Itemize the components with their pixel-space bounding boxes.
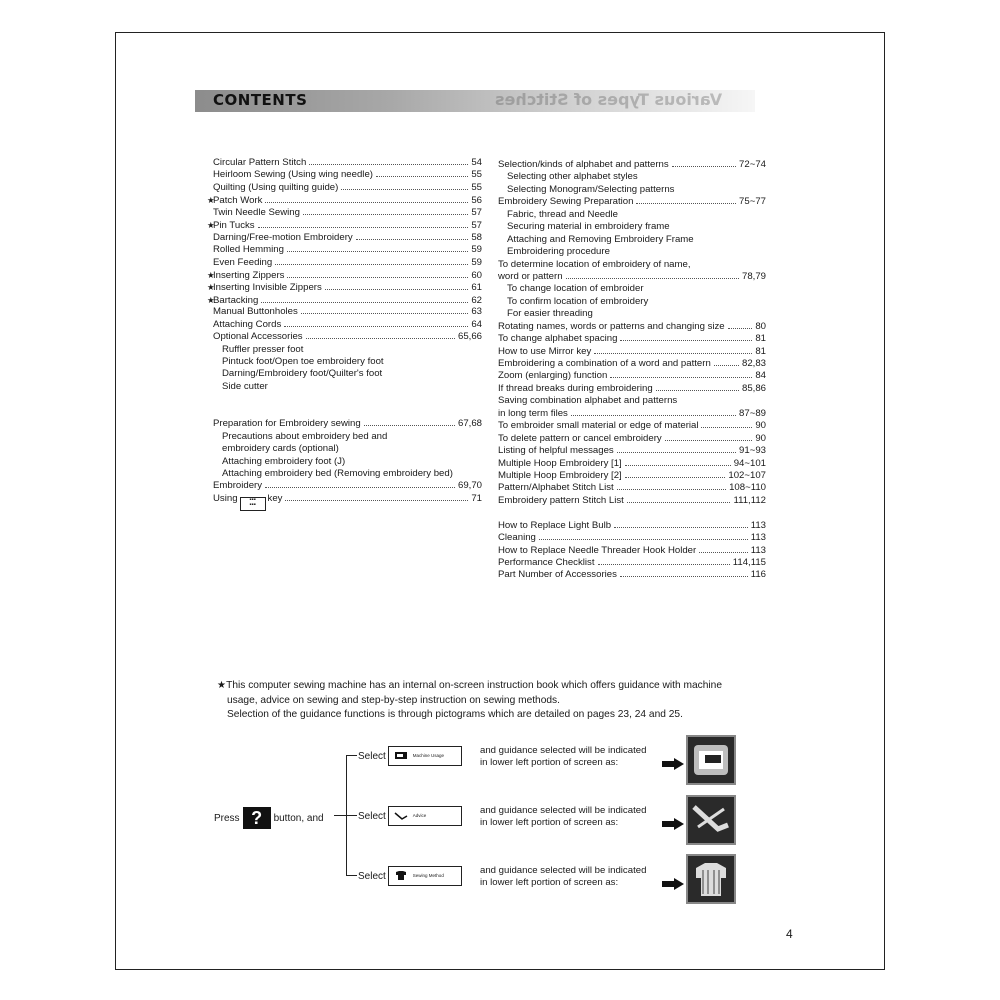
keypad-key-icon: ▪▪▪ ▪▪▪ <box>240 497 266 511</box>
toc-entry <box>498 346 766 358</box>
dot-leader <box>287 277 468 278</box>
toc-entry <box>207 207 482 219</box>
toc-page-number: 58 <box>471 231 482 243</box>
toc-entry-label: Performance Checklist <box>498 557 595 568</box>
star-icon: ★ <box>207 269 215 280</box>
dot-leader <box>625 465 731 466</box>
toc-page-number: 114,115 <box>732 557 766 568</box>
toc-entry-suffix: key <box>267 492 283 504</box>
toc-spacer <box>498 507 766 519</box>
note-line: usage, advice on sewing and step-by-step instruction on sewing methods. <box>227 694 560 706</box>
dot-leader <box>636 203 736 204</box>
star-icon: ★ <box>207 294 215 305</box>
toc-entry <box>207 244 482 256</box>
toc-entry-label: Attaching embroidery bed (Removing embroidery bed) <box>222 467 453 479</box>
toc-page-number: 72~74 <box>739 159 766 170</box>
dot-leader <box>614 527 748 528</box>
toc-entry <box>498 321 766 333</box>
toc-entry <box>498 159 766 171</box>
toc-entry <box>207 492 482 508</box>
toc-page-number: 108~110 <box>729 482 766 494</box>
toc-entry-label: Twin Needle Sewing <box>213 206 300 218</box>
toc-entry <box>498 395 766 407</box>
toc-entry <box>207 294 482 306</box>
dot-leader <box>325 289 469 290</box>
toc-entry-label: To delete pattern or cancel embroidery <box>498 432 662 444</box>
dot-leader <box>627 502 731 503</box>
toc-entry-label: Multiple Hoop Embroidery [2] <box>498 469 622 481</box>
toc-entry-label: Using <box>213 492 238 504</box>
toc-page-number: 61 <box>471 282 482 294</box>
toc-right-column <box>498 159 766 582</box>
toc-page-number: 113 <box>750 532 766 544</box>
toc-entry <box>207 418 482 430</box>
toc-entry-label: Patch Work <box>213 195 263 207</box>
machine-usage-button <box>388 746 462 766</box>
toc-page-number: 62 <box>471 294 482 306</box>
button-and-label: button, and <box>273 812 324 824</box>
sewing-method-pictogram <box>686 854 736 904</box>
toc-entry <box>498 482 766 494</box>
toc-entry <box>207 319 482 331</box>
connector-line <box>346 815 357 816</box>
toc-entry-label: Fabric, thread and Needle <box>507 208 618 220</box>
dot-leader <box>364 425 455 426</box>
toc-entry-label: Inserting Zippers <box>213 269 285 281</box>
toc-entry <box>207 194 482 206</box>
toc-entry <box>207 443 482 455</box>
dot-leader <box>539 539 748 540</box>
toc-page-number: 91~93 <box>739 445 766 457</box>
toc-entry-label: For easier threading <box>507 308 593 320</box>
toc-entry <box>498 383 766 395</box>
toc-entry-label: Bartacking <box>213 294 259 306</box>
toc-page-number: 90 <box>755 432 766 444</box>
description-line: and guidance selected will be indicated <box>480 805 647 816</box>
toc-entry <box>498 358 766 370</box>
toc-entry-label: Embroidery Sewing Preparation <box>498 196 634 208</box>
shirt-icon <box>688 856 734 902</box>
description-line: in lower left portion of screen as: <box>480 816 619 828</box>
star-icon: ★ <box>207 195 215 206</box>
sewing-method-button <box>388 866 462 886</box>
dot-leader <box>728 328 753 329</box>
dot-leader <box>617 452 736 453</box>
toc-entry-label: How to Replace Needle Threader Hook Holder <box>498 544 697 556</box>
toc-entry-label: Selection/kinds of alphabet and patterns <box>498 159 669 170</box>
toc-entry-label: Attaching embroidery foot (J) <box>222 455 346 467</box>
toc-entry <box>498 370 766 382</box>
toc-page-number: 85,86 <box>741 382 766 394</box>
toc-page-number: 55 <box>471 169 482 181</box>
dot-leader <box>284 326 468 327</box>
description-line: and guidance selected will be indicated <box>480 745 647 756</box>
description-line: in lower left portion of screen as: <box>480 876 619 888</box>
toc-entry <box>498 209 766 221</box>
toc-page-number: 57 <box>471 220 482 232</box>
toc-page-number: 55 <box>471 181 482 193</box>
arrow-right-icon <box>662 878 684 890</box>
toc-page-number: 56 <box>471 195 482 207</box>
guidance-note <box>217 679 777 723</box>
toc-entry-label: Zoom (enlarging) function <box>498 370 608 382</box>
toc-page-number: 84 <box>755 370 766 382</box>
toc-entry-label: Darning/Embroidery foot/Quilter's foot <box>222 368 383 380</box>
star-icon: ★ <box>207 282 215 293</box>
toc-page-number: 69,70 <box>457 480 482 492</box>
toc-entry-label: How to use Mirror key <box>498 345 592 357</box>
toc-entry-label: If thread breaks during embroidering <box>498 382 653 394</box>
toc-entry-label: Ruffler presser foot <box>222 343 304 355</box>
toc-entry-label: Precautions about embroidery bed and <box>222 430 388 442</box>
toc-entry-label: Manual Buttonholes <box>213 306 298 318</box>
toc-entry <box>207 182 482 194</box>
star-icon: ★ <box>207 220 215 231</box>
toc-entry-label: To change alphabet spacing <box>498 333 618 345</box>
toc-entry-label: Listing of helpful messages <box>498 445 614 457</box>
button-text: Machine Usage <box>412 753 445 758</box>
toc-entry <box>498 271 766 283</box>
option-description <box>480 745 646 768</box>
select-label: Select <box>358 870 386 882</box>
toc-entry <box>207 431 482 443</box>
toc-entry <box>498 283 766 295</box>
press-instruction <box>214 807 324 829</box>
contents-banner <box>195 90 755 112</box>
toc-page-number: 82,83 <box>741 358 766 369</box>
dot-leader <box>287 251 468 252</box>
bleed-through-text: Various Types of Stitches <box>495 90 723 109</box>
dot-leader <box>265 487 455 488</box>
toc-entry <box>498 495 766 507</box>
select-option-machine-usage <box>358 746 462 766</box>
connector-line <box>346 875 357 876</box>
dot-leader <box>356 239 469 240</box>
toc-entry-label: Rotating names, words or patterns and changing size <box>498 320 725 332</box>
toc-entry-label: Quilting (Using quilting guide) <box>213 181 339 193</box>
toc-spacer <box>207 393 482 405</box>
toc-entry <box>498 171 766 183</box>
toc-page-number: 67,68 <box>457 418 482 430</box>
dot-leader <box>656 390 739 391</box>
dot-leader <box>376 176 468 177</box>
toc-entry <box>207 368 482 380</box>
toc-entry <box>207 480 482 492</box>
option-description <box>480 805 646 828</box>
shirt-icon <box>394 870 408 881</box>
toc-page-number: 113 <box>750 519 766 531</box>
toc-entry-label: Embroidering procedure <box>507 246 610 258</box>
toc-entry-label: Selecting other alphabet styles <box>507 171 638 183</box>
dot-leader <box>620 576 748 577</box>
toc-entry-label: in long term files <box>498 407 568 419</box>
toc-entry-label: Embroidering a combination of a word and pattern <box>498 358 711 369</box>
toc-entry <box>498 333 766 345</box>
dot-leader <box>265 202 468 203</box>
page-number: 4 <box>786 927 793 941</box>
dot-leader <box>301 313 469 314</box>
toc-page-number: 111,112 <box>733 494 766 506</box>
sewing-machine-icon <box>688 737 734 783</box>
toc-entry <box>498 221 766 233</box>
toc-entry <box>498 420 766 432</box>
toc-left-column <box>207 157 482 508</box>
advice-hand-icon <box>688 797 734 843</box>
select-option-advice <box>358 806 462 826</box>
toc-entry <box>207 157 482 169</box>
arrow-right-icon <box>662 758 684 770</box>
toc-page-number: 87~89 <box>739 407 766 419</box>
toc-entry <box>207 381 482 393</box>
toc-page-number: 102~107 <box>728 469 766 481</box>
toc-entry <box>498 557 766 569</box>
toc-entry <box>207 456 482 468</box>
toc-entry-label: To embroider small material or edge of material <box>498 420 699 432</box>
toc-entry <box>498 308 766 320</box>
toc-page-number: 71 <box>471 492 482 504</box>
toc-entry-label: How to Replace Light Bulb <box>498 519 612 531</box>
dot-leader <box>306 338 455 339</box>
dot-leader <box>275 264 468 265</box>
press-label: Press <box>214 812 240 824</box>
dot-leader <box>617 489 726 490</box>
select-label: Select <box>358 750 386 762</box>
toc-entry-label: Securing material in embroidery frame <box>507 221 670 233</box>
sewing-machine-icon <box>394 750 408 761</box>
toc-entry-label: embroidery cards (optional) <box>222 443 339 455</box>
toc-entry-label: Pattern/Alphabet Stitch List <box>498 482 614 494</box>
toc-entry-label: Attaching Cords <box>213 318 282 330</box>
toc-entry-label: Cleaning <box>498 532 536 544</box>
dot-leader <box>571 415 736 416</box>
toc-page-number: 63 <box>471 306 482 318</box>
arrow-right-icon <box>662 818 684 830</box>
button-text: Advice <box>412 813 427 818</box>
toc-entry-label: Heirloom Sewing (Using wing needle) <box>213 169 373 181</box>
toc-entry-label: Darning/Free-motion Embroidery <box>213 231 353 243</box>
toc-entry <box>498 569 766 581</box>
toc-page-number: 90 <box>755 420 766 432</box>
toc-entry <box>498 246 766 258</box>
dot-leader <box>594 353 752 354</box>
toc-page-number: 59 <box>471 244 482 256</box>
dot-leader <box>699 552 748 553</box>
toc-entry-label: Embroidery <box>213 480 263 492</box>
toc-entry-label: Preparation for Embroidery sewing <box>213 418 361 430</box>
toc-page-number: 94~101 <box>733 457 766 469</box>
toc-page-number: 78,79 <box>741 270 766 282</box>
toc-entry <box>207 468 482 480</box>
dot-leader <box>610 377 752 378</box>
dot-leader <box>620 340 752 341</box>
dot-leader <box>598 564 730 565</box>
toc-entry <box>498 445 766 457</box>
advice-hand-icon <box>394 810 408 821</box>
note-line: ★This computer sewing machine has an internal on-screen instruction book which offers guidance with machine <box>217 680 722 691</box>
toc-entry-label: To determine location of embroidery of name, <box>498 258 691 270</box>
select-option-sewing-method <box>358 866 462 886</box>
toc-page-number: 64 <box>471 318 482 330</box>
dot-leader <box>341 189 468 190</box>
toc-entry <box>498 234 766 246</box>
toc-entry <box>498 545 766 557</box>
toc-entry-label: Saving combination alphabet and patterns <box>498 395 678 407</box>
toc-entry-label: Pin Tucks <box>213 220 255 232</box>
toc-page-number: 116 <box>750 569 766 581</box>
toc-entry-label: word or pattern <box>498 270 563 282</box>
description-line: in lower left portion of screen as: <box>480 756 619 768</box>
toc-page-number: 57 <box>471 206 482 218</box>
toc-page-number: 60 <box>471 269 482 281</box>
toc-page-number: 81 <box>755 345 766 357</box>
select-label: Select <box>358 810 386 822</box>
option-description <box>480 865 646 888</box>
dot-leader <box>303 214 468 215</box>
page-title: CONTENTS <box>213 91 308 109</box>
toc-entry-label: Embroidery pattern Stitch List <box>498 494 624 506</box>
toc-entry <box>207 331 482 343</box>
toc-entry <box>207 356 482 368</box>
toc-entry <box>498 532 766 544</box>
toc-entry <box>498 184 766 196</box>
toc-spacer <box>207 406 482 418</box>
dot-leader <box>566 278 739 279</box>
toc-page-number: 81 <box>755 333 766 345</box>
toc-entry <box>207 344 482 356</box>
toc-page-number: 75~77 <box>739 196 766 208</box>
dot-leader <box>309 164 468 165</box>
toc-entry-label: Even Feeding <box>213 256 273 268</box>
button-text: Sewing Method <box>412 873 444 878</box>
toc-entry-label: Optional Accessories <box>213 331 303 343</box>
dot-leader <box>258 227 469 228</box>
toc-entry-label: Inserting Invisible Zippers <box>213 282 322 294</box>
toc-entry-label: To confirm location of embroidery <box>507 295 649 307</box>
note-line: Selection of the guidance functions is through pictograms which are detailed on pages 23, 24 and 25. <box>227 709 683 720</box>
dot-leader <box>714 365 739 366</box>
toc-entry-label: Side cutter <box>222 380 268 392</box>
toc-page-number: 65,66 <box>457 331 482 343</box>
advice-button <box>388 806 462 826</box>
toc-entry-label: To change location of embroider <box>507 283 644 295</box>
dot-leader <box>672 166 736 167</box>
toc-entry-label: Attaching and Removing Embroidery Frame <box>507 233 694 245</box>
toc-entry <box>207 219 482 231</box>
toc-page-number: 59 <box>471 256 482 268</box>
toc-entry-label: Multiple Hoop Embroidery [1] <box>498 457 622 469</box>
description-line: and guidance selected will be indicated <box>480 865 647 876</box>
dot-leader <box>701 427 752 428</box>
connector-line <box>334 815 346 816</box>
toc-entry <box>498 259 766 271</box>
toc-entry <box>207 232 482 244</box>
toc-entry <box>498 296 766 308</box>
question-button: ? <box>243 807 271 829</box>
toc-entry <box>498 458 766 470</box>
connector-line <box>346 755 357 756</box>
toc-entry <box>207 269 482 281</box>
machine-usage-pictogram <box>686 735 736 785</box>
toc-entry-label: Part Number of Accessories <box>498 569 617 581</box>
toc-page-number: 80 <box>755 320 766 332</box>
toc-entry <box>498 470 766 482</box>
toc-entry <box>207 257 482 269</box>
toc-entry-label: Pintuck foot/Open toe embroidery foot <box>222 356 384 367</box>
dot-leader <box>665 440 753 441</box>
toc-entry-label: Selecting Monogram/Selecting patterns <box>507 183 675 195</box>
toc-entry <box>498 433 766 445</box>
advice-pictogram <box>686 795 736 845</box>
dot-leader <box>261 302 468 303</box>
toc-page-number: 54 <box>471 157 482 168</box>
toc-entry <box>207 169 482 181</box>
toc-entry <box>498 520 766 532</box>
toc-entry-label: Rolled Hemming <box>213 244 284 256</box>
toc-entry <box>498 196 766 208</box>
toc-entry <box>498 408 766 420</box>
dot-leader <box>625 477 726 478</box>
toc-entry <box>207 306 482 318</box>
toc-entry-label: Circular Pattern Stitch <box>213 157 307 168</box>
dot-leader <box>285 500 468 501</box>
toc-page-number: 113 <box>750 544 766 556</box>
toc-entry <box>207 281 482 293</box>
